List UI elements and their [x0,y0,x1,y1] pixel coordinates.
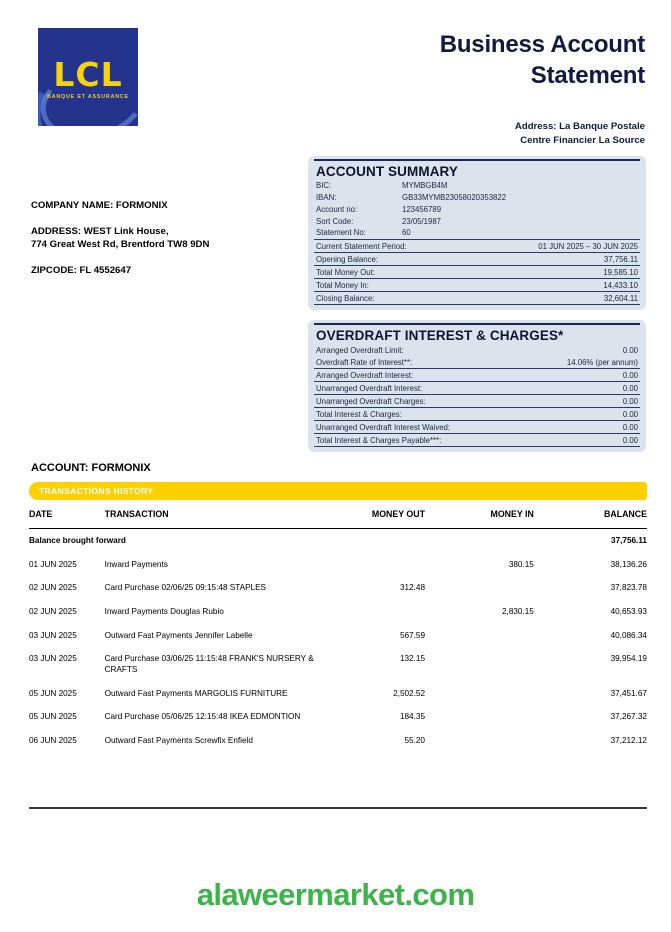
column-header-balance: BALANCE [548,509,647,529]
cell-balance: 37,267.32 [610,712,647,722]
transactions-table-body [29,529,647,753]
cell-transaction: Card Purchase 05/06/25 12:15:48 IKEA EDMONTION [104,712,301,722]
cell-date: 03 JUN 2025 [29,630,77,640]
summary-field [314,204,640,216]
summary-row [314,265,640,278]
cell-transaction: Outward Fast Payments Screwfix Enfield [104,735,253,745]
cell-money-out: 312.48 [399,583,425,593]
overdraft-title: OVERDRAFT INTEREST & CHARGES* [314,323,640,344]
customer-company: COMPANY NAME: FORMONIX [31,200,168,211]
summary-field-value: MYMBGB4M [402,181,448,190]
cell-balance: 40,653.93 [610,606,647,616]
column-header-transaction: TRANSACTION [103,509,327,529]
overdraft-row [314,356,640,368]
summary-row-label: Opening Balance: [316,254,378,264]
table-row [29,682,647,706]
cell-balance: 40,086.34 [610,630,647,640]
summary-field-label: Statement No: [316,228,366,238]
overdraft-row-value: 0.00 [622,396,638,406]
cell-date: 02 JUN 2025 [29,583,77,593]
cell-transaction: Inward Payments [104,559,168,569]
overdraft-box [308,320,646,452]
summary-row-label: Total Money In: [316,280,369,290]
summary-field [314,216,640,228]
overdraft-row-label: Overdraft Rate of Interest**: [316,357,413,367]
cell-money-in [443,647,548,681]
account-summary-fields [314,180,640,239]
cell-money-in [443,624,548,648]
cell-date: 01 JUN 2025 [29,559,77,569]
overdraft-row [314,368,640,381]
summary-row-value: 14,433.10 [603,280,638,290]
summary-field [314,227,640,239]
summary-row [314,278,640,291]
cell-money-in [443,729,548,753]
transactions-history-banner-label: TRANSACTIONS HISTORY [39,486,154,496]
cell-transaction: Card Purchase 02/06/25 09:15:48 STAPLES [104,583,267,593]
summary-field-value: 60 [402,228,411,238]
summary-field-label: Sort Code: [316,216,354,226]
table-row [29,600,647,624]
cell-money-in [443,705,548,729]
account-label: ACCOUNT: FORMONIX [31,462,151,474]
summary-field-label: BIC: [316,181,332,190]
overdraft-row [314,344,640,356]
spacer [31,252,301,265]
overdraft-row-value: 0.00 [622,422,638,432]
bank-address [305,120,645,148]
bank-address-line-1: Address: La Banque Postale [514,121,645,132]
table-row [29,705,647,729]
summary-row [314,252,640,265]
summary-field-label: Account no: [316,204,358,214]
summary-row-value: 37,756.11 [603,254,638,264]
cell-money-out: 567.59 [399,630,425,640]
account-summary-rows [314,239,640,305]
cell-money-out [327,553,443,577]
overdraft-row-value: 0.00 [622,345,638,355]
cell-transaction: Outward Fast Payments MARGOLIS FURNITURE [104,688,288,698]
page-title-line-2: Statement [530,61,645,89]
logo-wordmark: LCL [53,55,123,94]
cell-balance: 37,823.78 [610,583,647,593]
page-title [315,30,645,91]
overdraft-row [314,420,640,433]
cell-date: 06 JUN 2025 [29,735,77,745]
overdraft-row-label: Total Interest & Charges: [316,409,402,419]
balance-brought-forward-row [29,529,647,553]
customer-address-line-2: 774 Great West Rd, Brentford TW8 9DN [31,238,210,250]
overdraft-rows [314,368,640,447]
account-summary-title: ACCOUNT SUMMARY [314,159,640,180]
customer-zipcode: ZIPCODE: FL 4552647 [31,264,132,276]
summary-field-value: 123456789 [402,204,442,214]
brought-forward-balance: 37,756.11 [611,536,647,545]
cell-balance: 37,451.67 [610,688,647,698]
overdraft-row-label: Unarranged Overdraft Charges: [316,396,426,406]
overdraft-row-value: 0.00 [622,370,638,380]
table-row [29,576,647,600]
overdraft-row [314,433,640,447]
brought-forward-money-out [327,529,443,553]
customer-details [31,200,301,278]
summary-row-label: Total Money Out: [316,267,375,277]
column-header-money-in: MONEY IN [443,509,548,529]
overdraft-row-value: 14.06% (per annum) [566,357,638,367]
cell-money-out: 184.35 [399,712,425,722]
overdraft-row-label: Unarranged Overdraft Interest: [316,383,423,393]
summary-row-value: 01 JUN 2025 – 30 JUN 2025 [538,241,638,251]
cell-transaction: Card Purchase 03/06/25 11:15:48 FRANK'S NURSERY & CRAFTS [104,654,314,674]
watermark: alaweermarket.com [196,877,475,912]
overdraft-plain-rows [314,344,640,368]
bank-address-line-2: Centre Financier La Source [520,134,645,146]
table-row [29,553,647,577]
cell-money-out [327,600,443,624]
summary-field-label: IBAN: [316,192,337,202]
cell-money-out: 2,502.52 [393,688,425,698]
table-header-row [29,509,647,529]
table-row [29,624,647,648]
page-title-line-1: Business Account [439,31,645,58]
overdraft-row-value: 0.00 [622,383,638,393]
cell-money-in [443,576,548,600]
cell-date: 05 JUN 2025 [29,688,77,698]
cell-transaction: Inward Payments Douglas Rubio [104,606,224,616]
summary-row-value: 32,604.11 [603,293,638,303]
column-header-money-out: MONEY OUT [327,509,443,529]
summary-field-value: GB33MYMB23058020353822 [402,192,507,202]
summary-field-value: 23/05/1987 [402,216,442,226]
overdraft-row [314,407,640,420]
cell-money-in: 380.15 [508,559,534,569]
cell-money-out: 132.15 [399,654,425,664]
overdraft-row-label: Unarranged Overdraft Interest Waived: [316,422,451,432]
summary-row [314,291,640,305]
summary-row [314,239,640,252]
cell-transaction: Outward Fast Payments Jennifer Labelle [104,630,253,640]
overdraft-row-label: Arranged Overdraft Interest: [316,370,414,380]
cell-money-in: 2,830.15 [501,606,534,616]
summary-field [314,192,640,204]
table-row [29,729,647,753]
summary-row-label: Closing Balance: [316,293,375,303]
customer-address-line-1: ADDRESS: WEST Link House, [31,225,169,237]
column-header-date: DATE [29,509,103,529]
cell-balance: 39,954.19 [610,654,647,664]
summary-field [314,180,640,192]
transactions-history-banner [29,482,647,500]
table-row [29,647,647,681]
logo-tagline: BANQUE ET ASSURANCE [47,94,129,100]
cell-money-out: 55.20 [404,735,425,745]
table-end-divider [29,807,647,809]
cell-date: 05 JUN 2025 [29,712,77,722]
spacer [31,213,301,226]
overdraft-row-value: 0.00 [622,409,638,419]
transactions-table [29,509,647,753]
brought-forward-money-in [443,529,548,553]
cell-balance: 38,136.26 [610,559,647,569]
brought-forward-label: Balance brought forward [29,536,126,545]
overdraft-row-label: Total Interest & Charges Payable***: [316,435,442,445]
bank-logo [38,28,138,126]
cell-balance: 37,212.12 [610,735,647,745]
summary-row-label: Current Statement Period: [316,241,407,251]
cell-date: 02 JUN 2025 [29,606,77,616]
summary-row-value: 19,585.10 [603,267,638,277]
overdraft-row [314,381,640,394]
cell-date: 03 JUN 2025 [29,654,77,664]
account-summary-box [308,156,646,310]
cell-money-in [443,682,548,706]
overdraft-row-value: 0.00 [622,435,638,445]
overdraft-row [314,394,640,407]
overdraft-row-label: Arranged Overdraft Limit: [316,345,404,355]
